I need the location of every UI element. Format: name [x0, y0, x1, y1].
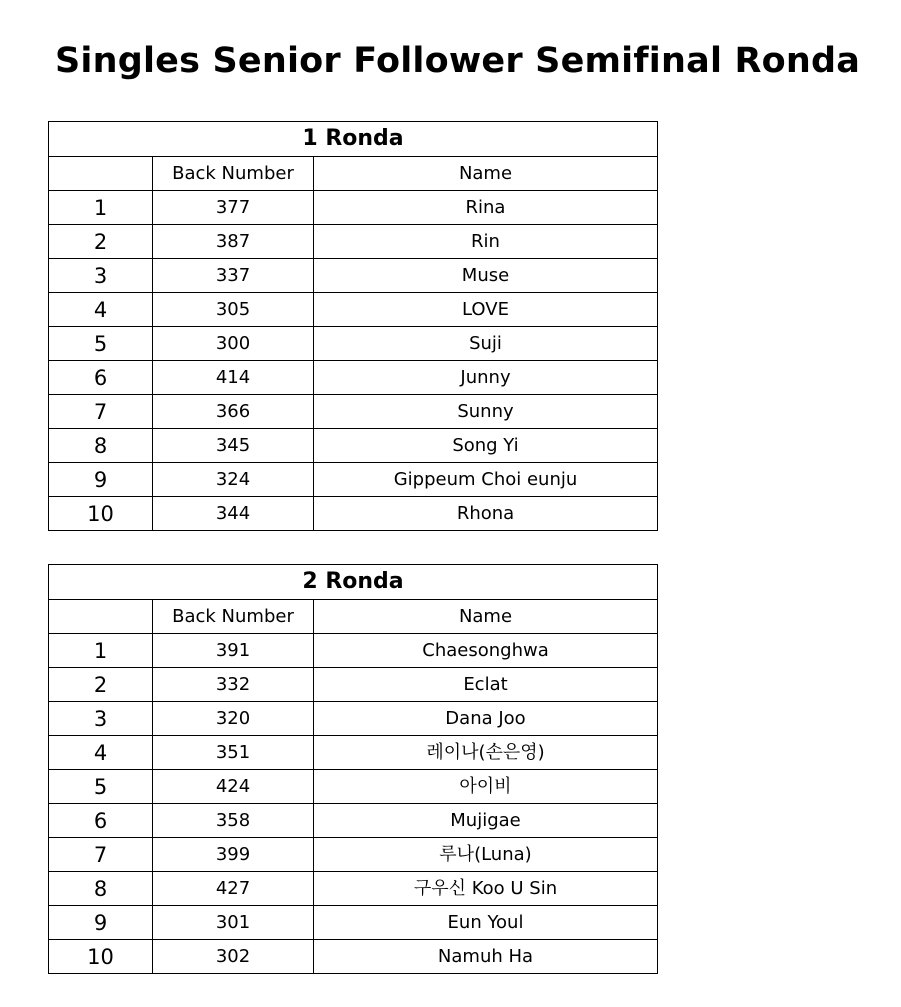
- rank-cell: 9: [49, 463, 153, 497]
- table-row: [49, 225, 658, 259]
- table-row: [49, 327, 658, 361]
- rank-cell: 2: [49, 668, 153, 702]
- table-row: [49, 838, 658, 872]
- name-cell: Muse: [314, 259, 658, 293]
- table-row: [49, 429, 658, 463]
- table-row: [49, 668, 658, 702]
- table-row: [49, 702, 658, 736]
- name-cell: 루나(Luna): [314, 838, 658, 872]
- name-cell: Sunny: [314, 395, 658, 429]
- name-header: Name: [314, 157, 658, 191]
- back-number-cell: 332: [153, 668, 314, 702]
- back-number-cell: 301: [153, 906, 314, 940]
- table-row: [49, 906, 658, 940]
- ronda-table-2: [48, 564, 658, 974]
- rank-cell: 9: [49, 906, 153, 940]
- back-number-header: Back Number: [153, 600, 314, 634]
- rank-cell: 8: [49, 872, 153, 906]
- rank-cell: 6: [49, 804, 153, 838]
- name-cell: Song Yi: [314, 429, 658, 463]
- table-row: [49, 770, 658, 804]
- name-cell: 아이비: [314, 770, 658, 804]
- rank-cell: 1: [49, 191, 153, 225]
- ronda-caption: 2 Ronda: [49, 565, 658, 600]
- back-number-cell: 399: [153, 838, 314, 872]
- table-row: [49, 634, 658, 668]
- rank-header: [49, 600, 153, 634]
- rank-cell: 1: [49, 634, 153, 668]
- rank-cell: 8: [49, 429, 153, 463]
- back-number-cell: 324: [153, 463, 314, 497]
- name-cell: Rhona: [314, 497, 658, 531]
- back-number-cell: 305: [153, 293, 314, 327]
- rank-cell: 10: [49, 497, 153, 531]
- name-cell: Namuh Ha: [314, 940, 658, 974]
- table-row: [49, 395, 658, 429]
- table-row: [49, 463, 658, 497]
- table-row: [49, 361, 658, 395]
- header-row: [49, 157, 658, 191]
- rank-cell: 6: [49, 361, 153, 395]
- back-number-cell: 302: [153, 940, 314, 974]
- ronda-table-1: [48, 121, 658, 531]
- back-number-cell: 344: [153, 497, 314, 531]
- table-row: [49, 191, 658, 225]
- rank-cell: 3: [49, 259, 153, 293]
- back-number-cell: 377: [153, 191, 314, 225]
- back-number-cell: 387: [153, 225, 314, 259]
- name-cell: Chaesonghwa: [314, 634, 658, 668]
- table-row: [49, 293, 658, 327]
- ronda-caption-row: [49, 565, 658, 600]
- back-number-header: Back Number: [153, 157, 314, 191]
- back-number-cell: 345: [153, 429, 314, 463]
- name-cell: Eun Youl: [314, 906, 658, 940]
- back-number-cell: 351: [153, 736, 314, 770]
- name-cell: Junny: [314, 361, 658, 395]
- name-cell: LOVE: [314, 293, 658, 327]
- rank-cell: 7: [49, 395, 153, 429]
- ronda-caption: 1 Ronda: [49, 122, 658, 157]
- table-row: [49, 940, 658, 974]
- rank-cell: 3: [49, 702, 153, 736]
- table-row: [49, 804, 658, 838]
- ronda-table-body: [49, 565, 658, 974]
- rank-cell: 7: [49, 838, 153, 872]
- rank-cell: 4: [49, 736, 153, 770]
- name-cell: Mujigae: [314, 804, 658, 838]
- page-title: Singles Senior Follower Semifinal Ronda: [55, 41, 861, 81]
- back-number-cell: 424: [153, 770, 314, 804]
- back-number-cell: 427: [153, 872, 314, 906]
- rank-cell: 2: [49, 225, 153, 259]
- rank-cell: 4: [49, 293, 153, 327]
- name-cell: Gippeum Choi eunju: [314, 463, 658, 497]
- back-number-cell: 366: [153, 395, 314, 429]
- name-cell: Rina: [314, 191, 658, 225]
- name-cell: Suji: [314, 327, 658, 361]
- table-row: [49, 259, 658, 293]
- header-row: [49, 600, 658, 634]
- ronda-caption-row: [49, 122, 658, 157]
- back-number-cell: 300: [153, 327, 314, 361]
- back-number-cell: 320: [153, 702, 314, 736]
- back-number-cell: 358: [153, 804, 314, 838]
- rank-cell: 5: [49, 770, 153, 804]
- name-cell: Dana Joo: [314, 702, 658, 736]
- table-row: [49, 497, 658, 531]
- name-cell: 구우신 Koo U Sin: [314, 872, 658, 906]
- table-row: [49, 872, 658, 906]
- name-cell: 레이나(손은영): [314, 736, 658, 770]
- name-header: Name: [314, 600, 658, 634]
- table-row: [49, 736, 658, 770]
- rank-cell: 10: [49, 940, 153, 974]
- rank-header: [49, 157, 153, 191]
- name-cell: Eclat: [314, 668, 658, 702]
- back-number-cell: 337: [153, 259, 314, 293]
- rank-cell: 5: [49, 327, 153, 361]
- back-number-cell: 414: [153, 361, 314, 395]
- ronda-table-body: [49, 122, 658, 531]
- back-number-cell: 391: [153, 634, 314, 668]
- name-cell: Rin: [314, 225, 658, 259]
